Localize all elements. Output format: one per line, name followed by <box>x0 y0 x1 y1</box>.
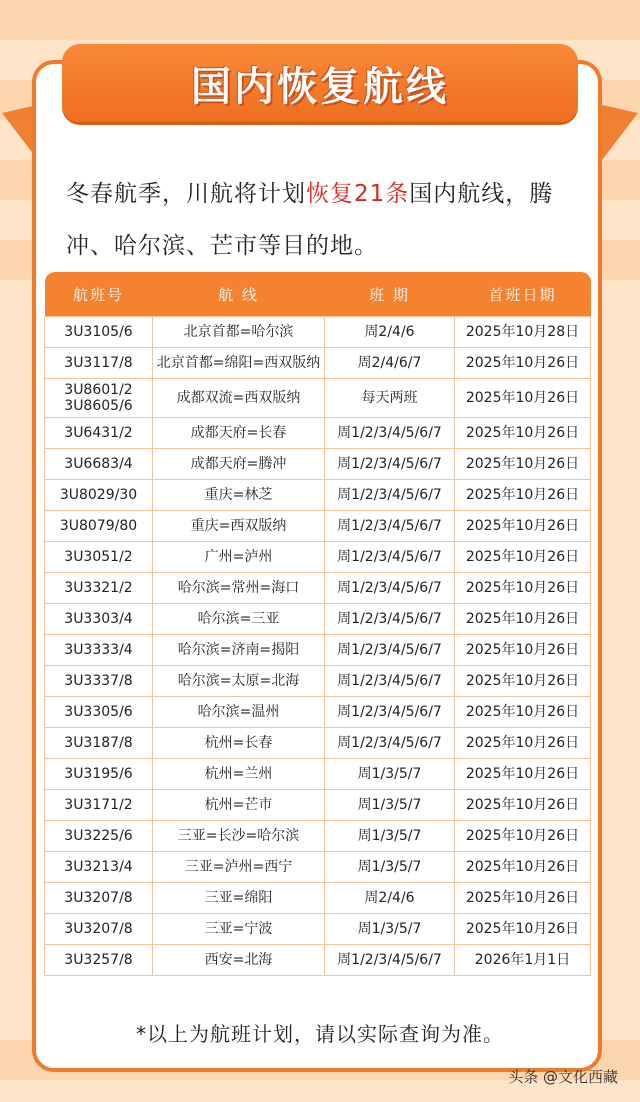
cell-route: 杭州=芒市 <box>153 790 325 821</box>
cell-flight-no: 3U3305/6 <box>45 697 153 728</box>
cell-route: 北京首都=哈尔滨 <box>153 317 325 348</box>
header-route: 航 线 <box>153 272 325 317</box>
table-row <box>45 666 591 697</box>
cell-flight-no: 3U6431/2 <box>45 418 153 449</box>
cell-schedule: 周1/3/5/7 <box>325 821 455 852</box>
cell-schedule: 周1/3/5/7 <box>325 790 455 821</box>
cell-route: 重庆=西双版纳 <box>153 511 325 542</box>
watermark: 头条 @文化西藏 <box>508 1068 618 1086</box>
table-row <box>45 821 591 852</box>
cell-route: 三亚=泸州=西宁 <box>153 852 325 883</box>
intro-paragraph <box>66 168 596 272</box>
cell-route: 哈尔滨=太原=北海 <box>153 666 325 697</box>
table-row <box>45 697 591 728</box>
table-row <box>45 542 591 573</box>
cell-first-date: 2025年10月26日 <box>455 852 591 883</box>
cell-schedule: 周1/2/3/4/5/6/7 <box>325 449 455 480</box>
cell-schedule: 周1/3/5/7 <box>325 914 455 945</box>
cell-schedule: 周1/2/3/4/5/6/7 <box>325 945 455 976</box>
cell-first-date: 2025年10月26日 <box>455 379 591 418</box>
table-row <box>45 852 591 883</box>
cell-route: 成都双流=西双版纳 <box>153 379 325 418</box>
cell-flight-no: 3U3303/4 <box>45 604 153 635</box>
title-banner <box>62 44 578 122</box>
cell-route: 北京首都=绵阳=西双版纳 <box>153 348 325 379</box>
cell-route: 杭州=长春 <box>153 728 325 759</box>
cell-schedule: 周1/3/5/7 <box>325 852 455 883</box>
cell-flight-no: 3U8601/2 3U8605/6 <box>45 379 153 418</box>
cell-first-date: 2026年1月1日 <box>455 945 591 976</box>
table-row <box>45 449 591 480</box>
cell-first-date: 2025年10月26日 <box>455 573 591 604</box>
cell-first-date: 2025年10月26日 <box>455 883 591 914</box>
cell-first-date: 2025年10月28日 <box>455 317 591 348</box>
cell-flight-no: 3U3257/8 <box>45 945 153 976</box>
cell-flight-no: 3U8079/80 <box>45 511 153 542</box>
cell-flight-no: 3U8029/30 <box>45 480 153 511</box>
cell-schedule: 周1/2/3/4/5/6/7 <box>325 666 455 697</box>
cell-route: 哈尔滨=三亚 <box>153 604 325 635</box>
header-flight-no: 航班号 <box>45 272 153 317</box>
intro-highlight: 恢复21条 <box>306 181 410 207</box>
cell-first-date: 2025年10月26日 <box>455 480 591 511</box>
cell-first-date: 2025年10月26日 <box>455 821 591 852</box>
cell-schedule: 周1/2/3/4/5/6/7 <box>325 480 455 511</box>
cell-route: 成都天府=腾冲 <box>153 449 325 480</box>
cell-flight-no: 3U3051/2 <box>45 542 153 573</box>
cell-first-date: 2025年10月26日 <box>455 604 591 635</box>
cell-schedule: 周1/2/3/4/5/6/7 <box>325 418 455 449</box>
background-stripe <box>0 0 640 40</box>
table-row <box>45 635 591 666</box>
cell-route: 杭州=兰州 <box>153 759 325 790</box>
table-row <box>45 790 591 821</box>
table-row <box>45 728 591 759</box>
table-row <box>45 573 591 604</box>
cell-first-date: 2025年10月26日 <box>455 418 591 449</box>
header-first-date: 首班日期 <box>455 272 591 317</box>
table-row <box>45 914 591 945</box>
cell-first-date: 2025年10月26日 <box>455 728 591 759</box>
cell-route: 哈尔滨=济南=揭阳 <box>153 635 325 666</box>
cell-flight-no: 3U3187/8 <box>45 728 153 759</box>
intro-prefix: 冬春航季，川航将计划 <box>66 181 306 207</box>
cell-flight-no: 3U3195/6 <box>45 759 153 790</box>
cell-route: 广州=泸州 <box>153 542 325 573</box>
cell-flight-no: 3U3225/6 <box>45 821 153 852</box>
cell-route: 三亚=长沙=哈尔滨 <box>153 821 325 852</box>
table-header-row <box>45 272 591 317</box>
cell-flight-no: 3U3321/2 <box>45 573 153 604</box>
header-schedule: 班 期 <box>325 272 455 317</box>
table-row <box>45 759 591 790</box>
table-row <box>45 480 591 511</box>
cell-schedule: 周1/2/3/4/5/6/7 <box>325 697 455 728</box>
cell-route: 哈尔滨=常州=海口 <box>153 573 325 604</box>
cell-first-date: 2025年10月26日 <box>455 914 591 945</box>
cell-schedule: 周1/2/3/4/5/6/7 <box>325 635 455 666</box>
cell-route: 重庆=林芝 <box>153 480 325 511</box>
cell-flight-no: 3U3337/8 <box>45 666 153 697</box>
cell-first-date: 2025年10月26日 <box>455 697 591 728</box>
cell-route: 三亚=绵阳 <box>153 883 325 914</box>
cell-flight-no: 3U3171/2 <box>45 790 153 821</box>
cell-flight-no: 3U6683/4 <box>45 449 153 480</box>
table-row <box>45 511 591 542</box>
cell-schedule: 周1/2/3/4/5/6/7 <box>325 542 455 573</box>
table-row <box>45 883 591 914</box>
cell-schedule: 周1/2/3/4/5/6/7 <box>325 728 455 759</box>
cell-route: 三亚=宁波 <box>153 914 325 945</box>
footnote: *以上为航班计划，请以实际查询为准。 <box>136 1022 504 1046</box>
cell-first-date: 2025年10月26日 <box>455 449 591 480</box>
cell-schedule: 周1/2/3/4/5/6/7 <box>325 511 455 542</box>
cell-flight-no: 3U3207/8 <box>45 914 153 945</box>
cell-first-date: 2025年10月26日 <box>455 790 591 821</box>
cell-first-date: 2025年10月26日 <box>455 511 591 542</box>
cell-first-date: 2025年10月26日 <box>455 759 591 790</box>
cell-schedule: 周2/4/6/7 <box>325 348 455 379</box>
table-row <box>45 418 591 449</box>
cell-first-date: 2025年10月26日 <box>455 635 591 666</box>
cell-flight-no: 3U3333/4 <box>45 635 153 666</box>
cell-route: 西安=北海 <box>153 945 325 976</box>
cell-schedule: 周1/3/5/7 <box>325 759 455 790</box>
cell-first-date: 2025年10月26日 <box>455 666 591 697</box>
cell-schedule: 每天两班 <box>325 379 455 418</box>
cell-route: 哈尔滨=温州 <box>153 697 325 728</box>
cell-schedule: 周2/4/6 <box>325 317 455 348</box>
cell-first-date: 2025年10月26日 <box>455 348 591 379</box>
cell-flight-no: 3U3105/6 <box>45 317 153 348</box>
cell-flight-no: 3U3207/8 <box>45 883 153 914</box>
table-row <box>45 945 591 976</box>
table-row <box>45 317 591 348</box>
cell-route: 成都天府=长春 <box>153 418 325 449</box>
cell-flight-no: 3U3213/4 <box>45 852 153 883</box>
table-row <box>45 348 591 379</box>
page-title: 国内恢复航线 <box>191 63 449 110</box>
intro-suffix: 国内航线，腾冲、哈尔滨、芒市等目的地。 <box>66 181 554 259</box>
cell-schedule: 周2/4/6 <box>325 883 455 914</box>
flight-table <box>44 272 591 976</box>
cell-schedule: 周1/2/3/4/5/6/7 <box>325 604 455 635</box>
table-row <box>45 604 591 635</box>
table-row <box>45 379 591 418</box>
cell-schedule: 周1/2/3/4/5/6/7 <box>325 573 455 604</box>
cell-first-date: 2025年10月26日 <box>455 542 591 573</box>
cell-flight-no: 3U3117/8 <box>45 348 153 379</box>
